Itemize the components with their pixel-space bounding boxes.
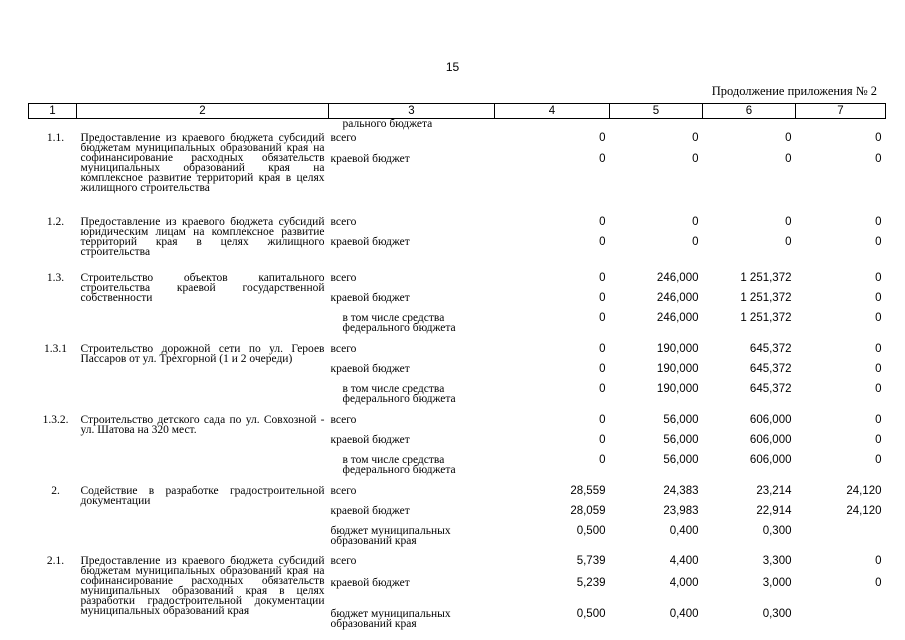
value-cell-col-6: 645,372 bbox=[749, 383, 792, 395]
measure-name: Строительство объектов капитального строительства краевой государственной собственности bbox=[80, 272, 325, 304]
budget-table bbox=[28, 103, 886, 637]
value-cell-col-6: 645,372 bbox=[749, 363, 792, 375]
value-cell-col-6: 1 251,372 bbox=[740, 272, 792, 284]
value-cell-col-7: 24,120 bbox=[846, 505, 882, 517]
value-cell-col-5: 246,000 bbox=[656, 272, 699, 284]
value-cell-col-4: 0 bbox=[599, 272, 606, 284]
value-cell-col-6: 606,000 bbox=[749, 454, 792, 466]
funding-source: всего bbox=[330, 485, 357, 497]
header-col-7: 7 bbox=[796, 104, 886, 119]
value-cell-col-7: 0 bbox=[875, 272, 882, 284]
value-cell-col-5: 56,000 bbox=[663, 454, 699, 466]
value-cell-col-6: 22,914 bbox=[756, 505, 792, 517]
funding-source: краевой бюджет bbox=[330, 577, 410, 589]
value-cell-col-6: 0,300 bbox=[762, 525, 792, 537]
funding-source: краевой бюджет bbox=[330, 505, 410, 517]
funding-source: в том числе средства федерального бюджета bbox=[342, 454, 456, 476]
value-cell-col-4: 0 bbox=[599, 363, 606, 375]
measure-name: Строительство дорожной сети по ул. Героев Пассаров от ул. Трехгорной (1 и 2 очереди) bbox=[80, 343, 325, 365]
value-cell-col-4: 0 bbox=[599, 216, 606, 228]
value-cell-col-5: 4,400 bbox=[669, 555, 699, 567]
value-cell-col-7: 0 bbox=[875, 555, 882, 567]
value-cell-col-6: 0 bbox=[785, 236, 792, 248]
value-cell-col-6: 0 bbox=[785, 153, 792, 165]
funding-source: всего bbox=[330, 343, 357, 355]
value-cell-col-4: 0 bbox=[599, 343, 606, 355]
value-cell-col-5: 190,000 bbox=[656, 363, 699, 375]
value-cell-col-6: 1 251,372 bbox=[740, 312, 792, 324]
header-col-3: 3 bbox=[329, 104, 495, 119]
value-cell-col-5: 4,000 bbox=[669, 577, 699, 589]
measure-name: Предоставление из краевого бюджета субсидий юридическим лицам на комплексное развитие территорий края в целях жилищного строительства bbox=[80, 216, 325, 258]
value-cell-col-6: 1 251,372 bbox=[740, 292, 792, 304]
funding-source: всего bbox=[330, 132, 357, 144]
header-col-1: 1 bbox=[29, 104, 77, 119]
value-cell-col-7: 0 bbox=[875, 577, 882, 589]
value-cell-col-4: 0,500 bbox=[576, 608, 606, 620]
value-cell-col-4: 0 bbox=[599, 454, 606, 466]
value-cell-col-4: 0 bbox=[599, 132, 606, 144]
funding-source: краевой бюджет bbox=[330, 153, 410, 165]
funding-source: в том числе средства федерального бюджета bbox=[342, 312, 456, 334]
value-cell-col-5: 56,000 bbox=[663, 414, 699, 426]
header-col-5: 5 bbox=[610, 104, 703, 119]
value-cell-col-5: 190,000 bbox=[656, 383, 699, 395]
row-index: 1.3. bbox=[46, 272, 65, 284]
value-cell-col-4: 28,059 bbox=[570, 505, 606, 517]
header-row bbox=[29, 104, 886, 119]
row-index: 2. bbox=[51, 485, 60, 497]
value-cell-col-6: 0,300 bbox=[762, 608, 792, 620]
value-cell-col-6: 3,300 bbox=[762, 555, 792, 567]
value-cell-col-5: 0 bbox=[692, 132, 699, 144]
value-cell-col-7: 0 bbox=[875, 363, 882, 375]
measure-name: Содействие в разработке градостроительной документации bbox=[80, 485, 325, 507]
value-cell-col-7: 0 bbox=[875, 216, 882, 228]
continuation-note: Продолжение приложения № 2 bbox=[711, 84, 877, 98]
funding-source: всего bbox=[330, 414, 357, 426]
value-cell-col-5: 190,000 bbox=[656, 343, 699, 355]
value-cell-col-7: 0 bbox=[875, 434, 882, 446]
value-cell-col-5: 0 bbox=[692, 236, 699, 248]
carryover-row bbox=[29, 119, 886, 131]
value-cell-col-7: 0 bbox=[875, 292, 882, 304]
funding-source: всего bbox=[330, 555, 357, 567]
value-cell-col-5: 0,400 bbox=[669, 608, 699, 620]
table-row bbox=[29, 412, 886, 432]
funding-source: краевой бюджет bbox=[330, 292, 410, 304]
value-cell-col-4: 0,500 bbox=[576, 525, 606, 537]
value-cell-col-5: 56,000 bbox=[663, 434, 699, 446]
page-number: 15 bbox=[445, 60, 460, 74]
measure-name: Строительство детского сада по ул. Совхозной - ул. Шатова на 320 мест. bbox=[80, 414, 325, 436]
table-body bbox=[29, 119, 886, 638]
table-row bbox=[29, 130, 886, 151]
value-cell-col-6: 606,000 bbox=[749, 414, 792, 426]
value-cell-col-4: 0 bbox=[599, 292, 606, 304]
value-cell-col-5: 24,383 bbox=[663, 485, 699, 497]
value-cell-col-7 bbox=[796, 606, 886, 637]
value-cell-col-7 bbox=[796, 523, 886, 553]
table-row bbox=[29, 553, 886, 575]
value-cell-col-6: 645,372 bbox=[749, 343, 792, 355]
value-cell-col-5: 0,400 bbox=[669, 525, 699, 537]
value-cell-col-7: 0 bbox=[875, 132, 882, 144]
table-row bbox=[29, 341, 886, 361]
value-cell-col-5: 0 bbox=[692, 216, 699, 228]
funding-source: краевой бюджет bbox=[330, 236, 410, 248]
value-cell-col-7: 0 bbox=[875, 236, 882, 248]
measure-name: Предоставление из краевого бюджета субсидий бюджетам муниципальных образований края на софинансирование расходных обязательств муниципальных образований края на комплексное развитие территорий края в целях жилищного строительства bbox=[80, 132, 325, 194]
value-cell-col-5: 0 bbox=[692, 153, 699, 165]
value-cell-col-7: 0 bbox=[875, 414, 882, 426]
header-col-2: 2 bbox=[77, 104, 329, 119]
value-cell-col-7: 0 bbox=[875, 312, 882, 324]
value-cell-col-5: 23,983 bbox=[663, 505, 699, 517]
funding-source: всего bbox=[330, 272, 357, 284]
value-cell-col-4: 0 bbox=[599, 236, 606, 248]
value-cell-col-5: 246,000 bbox=[656, 292, 699, 304]
table-row bbox=[29, 214, 886, 234]
value-cell-col-6: 606,000 bbox=[749, 434, 792, 446]
value-cell-col-7: 24,120 bbox=[846, 485, 882, 497]
header-col-4: 4 bbox=[495, 104, 610, 119]
value-cell-col-4: 0 bbox=[599, 312, 606, 324]
measure-name: Предоставление из краевого бюджета субсидий бюджетам муниципальных образований края на софинансирование расходных обязательств муниципальных образований края в целях разработки градостроительной документации муниципальных образований края bbox=[80, 555, 325, 617]
row-index: 1.3.2. bbox=[42, 414, 69, 426]
value-cell-col-7: 0 bbox=[875, 153, 882, 165]
value-cell-col-6: 3,000 bbox=[762, 577, 792, 589]
row-index: 2.1. bbox=[46, 555, 65, 567]
table-row bbox=[29, 483, 886, 503]
value-cell-col-6: 23,214 bbox=[756, 485, 792, 497]
value-cell-col-4: 0 bbox=[599, 434, 606, 446]
funding-source: бюджет муниципальных образований края bbox=[330, 608, 451, 630]
value-cell-col-4: 28,559 bbox=[570, 485, 606, 497]
table-row bbox=[29, 270, 886, 290]
value-cell-col-7: 0 bbox=[875, 454, 882, 466]
row-index: 1.3.1 bbox=[44, 343, 67, 355]
funding-source: краевой бюджет bbox=[330, 434, 410, 446]
value-cell-col-6: 0 bbox=[785, 216, 792, 228]
value-cell-col-6: 0 bbox=[785, 132, 792, 144]
value-cell-col-4: 0 bbox=[599, 383, 606, 395]
value-cell-col-4: 0 bbox=[599, 414, 606, 426]
row-index: 1.2. bbox=[46, 216, 65, 228]
funding-source: всего bbox=[330, 216, 357, 228]
header-col-6: 6 bbox=[703, 104, 796, 119]
value-cell-col-7: 0 bbox=[875, 383, 882, 395]
value-cell-col-4: 5,739 bbox=[576, 555, 606, 567]
value-cell-col-4: 5,239 bbox=[576, 577, 606, 589]
funding-source: краевой бюджет bbox=[330, 363, 410, 375]
funding-source: бюджет муниципальных образований края bbox=[330, 525, 451, 547]
carryover-text: рального бюджета bbox=[342, 118, 433, 130]
funding-source: в том числе средства федерального бюджета bbox=[342, 383, 456, 405]
row-index: 1.1. bbox=[46, 132, 65, 144]
value-cell-col-4: 0 bbox=[599, 153, 606, 165]
value-cell-col-5: 246,000 bbox=[656, 312, 699, 324]
value-cell-col-7: 0 bbox=[875, 343, 882, 355]
